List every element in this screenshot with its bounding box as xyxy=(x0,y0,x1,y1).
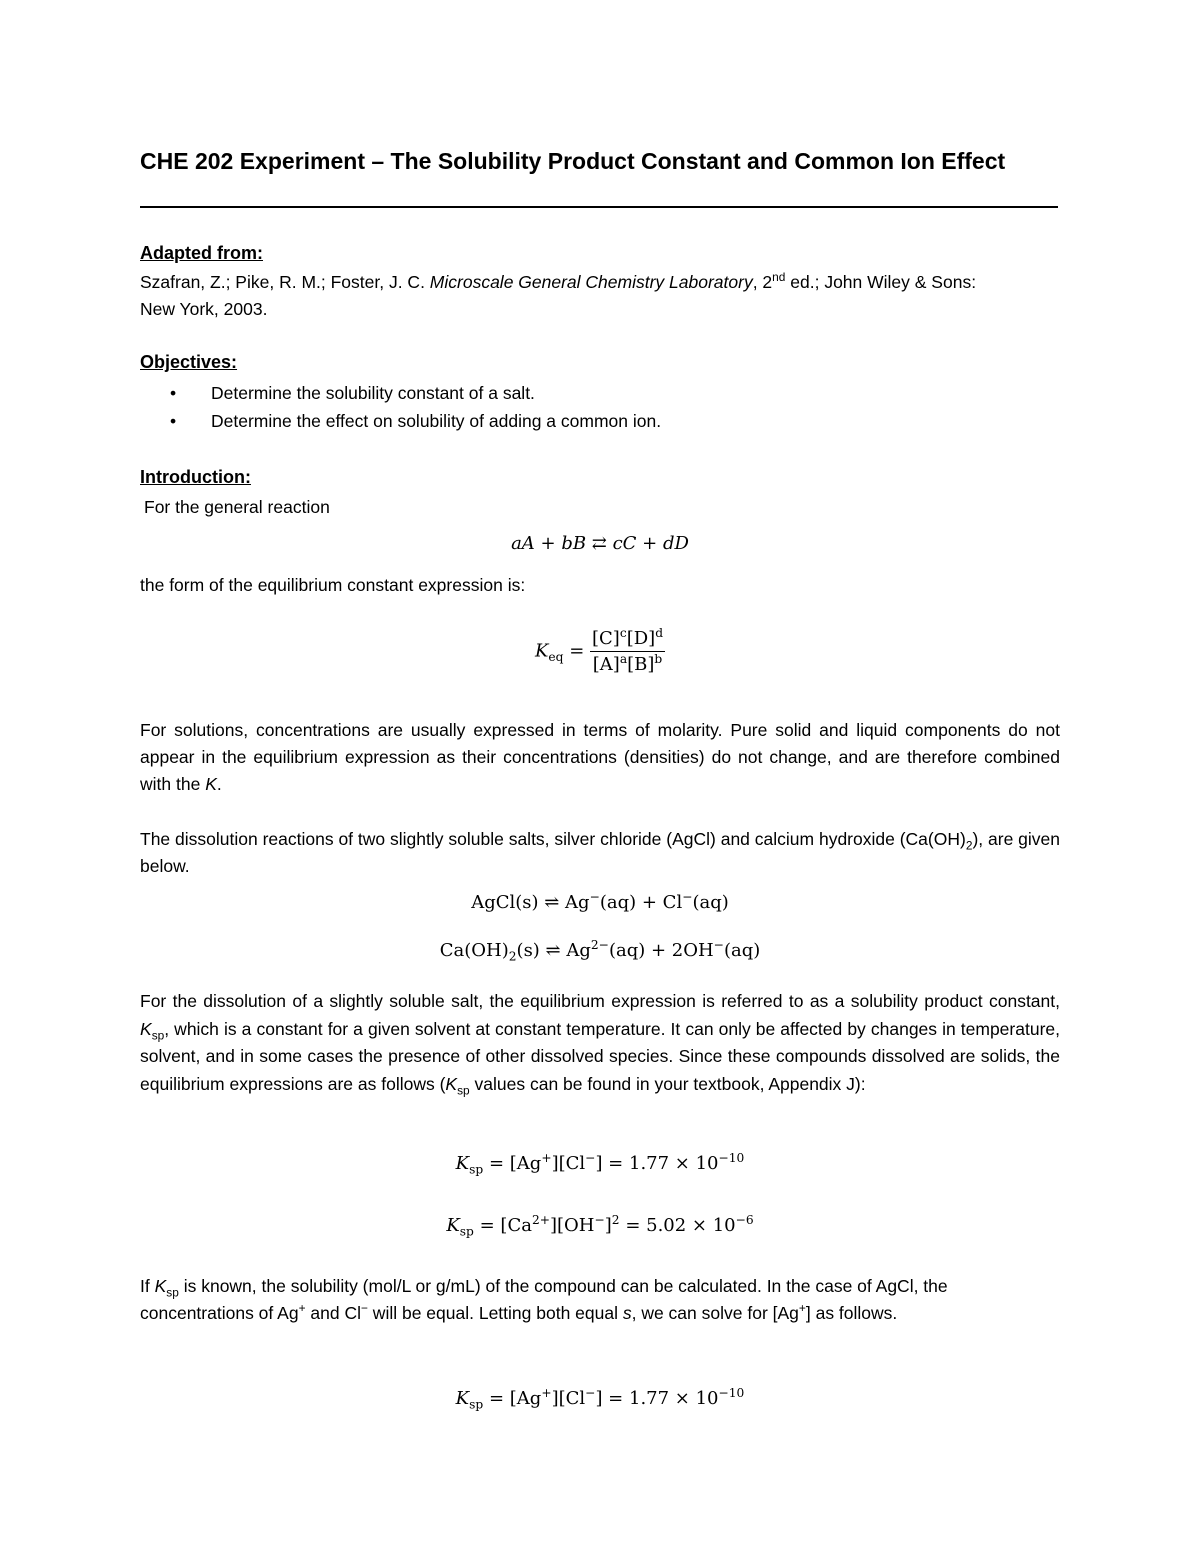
objectives-heading: Objectives: xyxy=(140,352,238,372)
paragraph-ksp-definition: For the dissolution of a slightly soluble salt, the equilibrium expression is referred to as a solubility product constant, $K_{sp}$, which is a constant for a given solvent at constant temperature. It can only be affected by changes in temperature, solvent, and in some cases the presence of other dissolved species. Since these compounds dissolved are solids, the equilibrium expressions are as follows ($K_{sp}$ values can be found in your textbook, Appendix J): xyxy=(140,991,1060,1097)
citation-authors: Szafran, Z.; Pike, R. M.; Foster, J. C. xyxy=(140,272,430,292)
citation-book: Microscale General Chemistry Laboratory xyxy=(429,272,753,292)
intro-line2: the form of the equilibrium constant expression is: xyxy=(140,575,526,595)
bullet-icon: • xyxy=(170,411,177,431)
ksp-agcl-expression-repeat: $K_{sp} = [Ag^+][Cl^-] = 1.77 \times 10^{-10}$ xyxy=(455,1386,745,1412)
adapted-citation-line1: Szafran, Z.; Pike, R. M.; Foster, J. C. Microscale General Chemistry Laboratory, 2nd ed.; John Wiley & Sons: xyxy=(140,270,977,292)
paragraph-concentrations: For solutions, concentrations are usually expressed in terms of molarity. Pure solid and liquid components do not appear in the equilibrium expression as their concentrations (densities) do not change, and are therefore combined with the K. xyxy=(140,720,1060,794)
bullet-icon: • xyxy=(170,383,177,403)
caoh2-dissolution-equation: $Ca(OH)_2(s)$ ⇌ $Ag^{2-}(aq) + 2OH^-(aq)$ xyxy=(439,938,761,964)
document-title: CHE 202 Experiment – The Solubility Product Constant and Common Ion Effect xyxy=(140,148,1006,174)
paragraph-solubility: If $K_{sp}$ is known, the solubility (mol/L or g/mL) of the compound can be calculated. In the case of AgCl, the concentrations of Ag+ and Cl− will be equal. Letting both equal s, we can solve for [Ag+] as follows. xyxy=(140,1276,948,1323)
title-divider xyxy=(140,206,1058,208)
keq-expression: $K_{eq}$ = $\frac{[C]^c[D]^d}{[A]^a[B]^b}$ xyxy=(534,626,664,675)
adapted-citation-line2: New York, 2003. xyxy=(140,299,268,319)
keq-denominator: $[A]^a[B]^b$ xyxy=(592,652,663,675)
general-reaction-equation: aA + bB ⇄ cC + dD xyxy=(511,533,689,554)
paragraph-dissolution: The dissolution reactions of two slightly soluble salts, silver chloride (AgCl) and calcium hydroxide $(Ca(OH)_2)$, are given below. xyxy=(140,829,1061,876)
ksp-caoh2-expression: $K_{sp} = [Ca^{2+}][OH^-]^2 = 5.02 \times 10^{-6}$ xyxy=(446,1213,754,1239)
keq-numerator: $[C]^c[D]^d$ xyxy=(590,628,665,652)
ksp-agcl-expression: $K_{sp} = [Ag^+][Cl^-] = 1.77 \times 10^{-10}$ xyxy=(455,1151,745,1177)
intro-line1: For the general reaction xyxy=(144,497,330,517)
agcl-dissolution-equation: AgCl(s) ⇌ Ag−(aq) + Cl−(aq) xyxy=(471,890,729,913)
adapted-heading: Adapted from: xyxy=(140,243,263,263)
objective-item: • Determine the effect on solubility of adding a common ion. xyxy=(170,411,662,431)
objective-item: • Determine the solubility constant of a salt. xyxy=(170,383,535,403)
introduction-heading: Introduction: xyxy=(140,467,251,487)
keq-fraction xyxy=(590,628,665,675)
